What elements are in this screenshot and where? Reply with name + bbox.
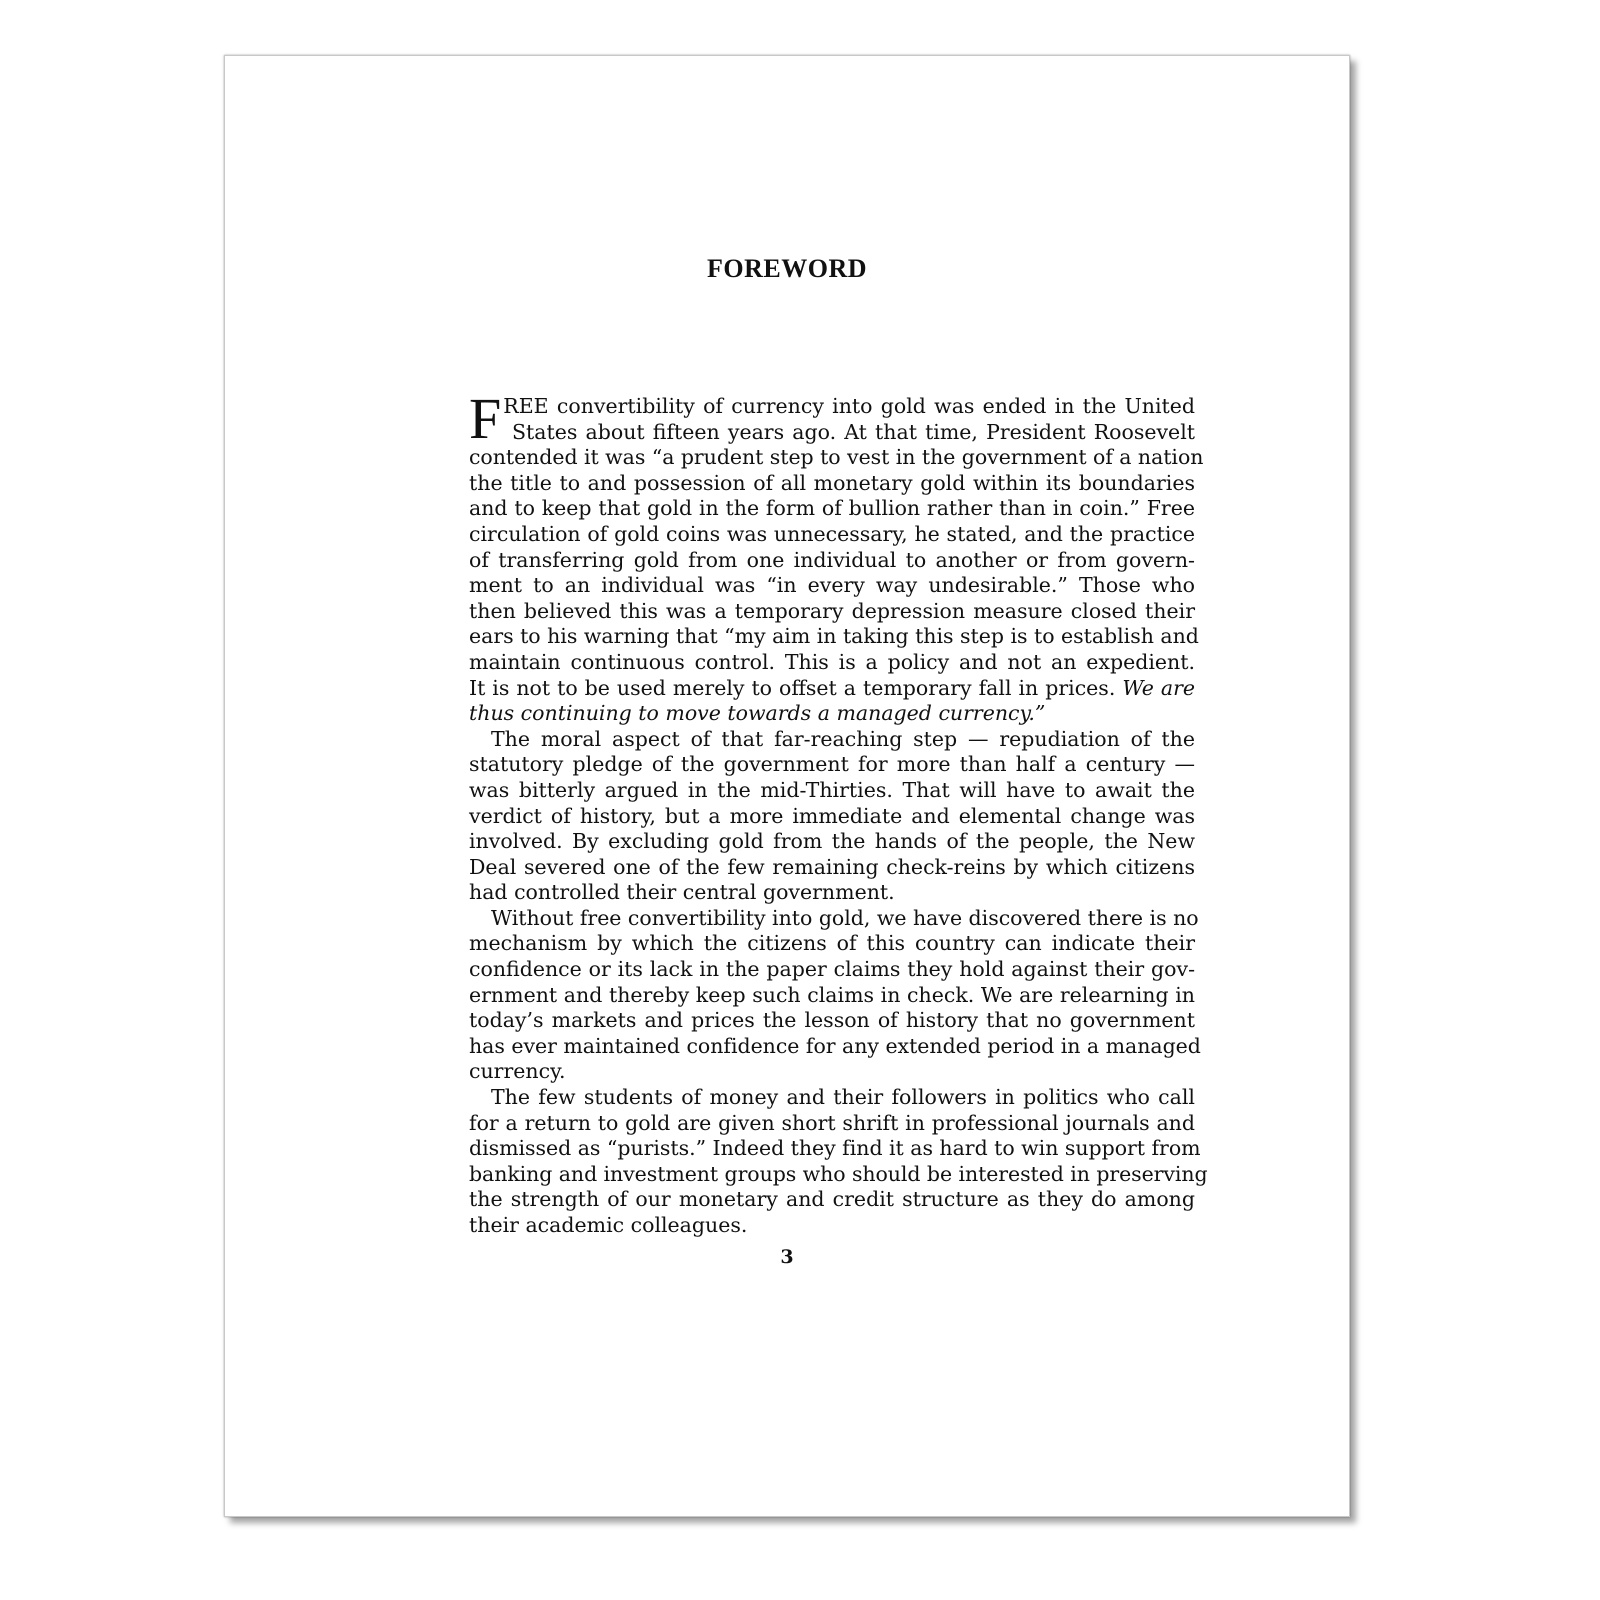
text-line: their academic colleagues. — [469, 1213, 748, 1237]
text-line: and to keep that gold in the form of bullion rather than in coin.” Free — [469, 496, 1195, 521]
text-segment: It is not to be used merely to offset a temporary fall in prices. — [469, 675, 1116, 700]
paragraph-3 — [469, 905, 1201, 1085]
text-line: REE convertibility of currency into gold was ended in the United — [503, 394, 1195, 418]
foreword-body — [469, 386, 1208, 1239]
text-line: was bitterly argued in the mid-Thirties. That will have to await the — [469, 777, 1195, 802]
text-line: States about fifteen years ago. At that time, President Roosevelt — [512, 419, 1195, 444]
text-line: contended it was “a prudent step to vest in the government of a nation — [469, 445, 1204, 470]
text-line: circulation of gold coins was unnecessary, he stated, and the practice — [469, 521, 1195, 546]
text-line: Without free convertibility into gold, we have discovered there is no — [491, 905, 1199, 930]
drop-cap: F — [469, 386, 502, 451]
text-line: statutory pledge of the government for more than half a century — — [469, 752, 1195, 777]
text-line: banking and investment groups who should be interested in preserving — [469, 1161, 1208, 1186]
text-line: The few students of money and their followers in politics who call — [491, 1085, 1195, 1110]
text-line: the strength of our monetary and credit structure as they do among — [469, 1187, 1195, 1212]
italic-segment: We are — [1122, 675, 1195, 700]
text-line: confidence or its lack in the paper claims they hold against their gov- — [469, 957, 1195, 982]
text-line: had controlled their central government. — [469, 880, 895, 905]
text-line: involved. By excluding gold from the hands of the people, the New — [469, 829, 1195, 854]
text-line: Deal severed one of the few remaining check-reins by which citizens — [469, 854, 1195, 879]
text-line: The moral aspect of that far-reaching step — repudiation of the — [491, 726, 1195, 751]
paragraph-4 — [469, 1085, 1208, 1239]
text-line: ears to his warning that “my aim in taking this step is to establish and — [469, 624, 1199, 649]
text-line: then believed this was a temporary depression measure closed their — [469, 598, 1195, 623]
page-title: FOREWORD — [707, 254, 867, 283]
book-page — [224, 55, 1350, 1517]
text-line: the title to and possession of all monetary gold within its boundaries — [469, 470, 1195, 495]
page-number: 3 — [780, 1246, 794, 1268]
text-line: verdict of history, but a more immediate and elemental change was — [469, 803, 1195, 828]
text-line: ernment and thereby keep such claims in check. We are relearning in — [469, 982, 1195, 1007]
text-line: dismissed as “purists.” Indeed they find it as hard to win support from — [469, 1136, 1201, 1161]
text-line: maintain continuous control. This is a policy and not an expedient. — [469, 649, 1195, 674]
paragraph-1 — [469, 386, 1204, 727]
text-line: for a return to gold are given short shrift in professional journals and — [469, 1110, 1195, 1135]
text-line: currency. — [469, 1059, 566, 1084]
text-line: today’s markets and prices the lesson of history that no government — [469, 1008, 1195, 1033]
paragraph-2 — [469, 727, 1195, 906]
text-line: has ever maintained confidence for any extended period in a managed — [469, 1033, 1201, 1058]
text-line: mechanism by which the citizens of this country can indicate their — [469, 931, 1195, 956]
text-line: ment to an individual was “in every way undesirable.” Those who — [469, 573, 1195, 598]
text-line: of transferring gold from one individual to another or from govern- — [469, 547, 1195, 572]
text-line-with-italic — [469, 676, 1195, 702]
italic-line: thus continuing to move towards a managed currency.” — [469, 701, 1046, 726]
